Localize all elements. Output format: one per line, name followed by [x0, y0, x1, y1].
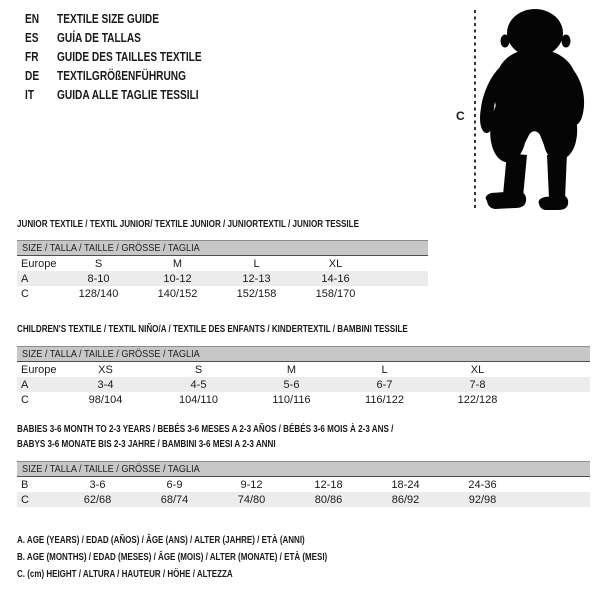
- toddler-silhouette: [455, 5, 600, 215]
- language-row: [25, 28, 242, 47]
- value-cell: 6-9: [166, 478, 183, 491]
- row-label-cell: A: [21, 378, 29, 391]
- children-table-title: [17, 322, 525, 337]
- table-title-text: JUNIOR TEXTILE / TEXTIL JUNIOR/ TEXTILE JUNIOR / JUNIORTEXTIL / JUNIOR TESSILE: [17, 218, 360, 230]
- value-cell: 62/68: [83, 493, 112, 506]
- value-cell: XS: [98, 363, 113, 376]
- children-size-table: [17, 346, 590, 407]
- language-code: EN: [25, 11, 40, 26]
- footnote: [17, 569, 405, 586]
- value-cell: 80/86: [314, 493, 343, 506]
- value-cell: L: [381, 363, 388, 376]
- value-cell: 74/80: [237, 493, 266, 506]
- value-cell: 122/128: [457, 393, 498, 406]
- value-cell: M: [286, 363, 297, 376]
- junior-size-table: [17, 240, 428, 301]
- value-cell: M: [172, 257, 183, 270]
- value-cell: 9-12: [240, 478, 263, 491]
- language-title: GUIDA ALLE TAGLIE TESSILI: [57, 87, 199, 102]
- table-row: [17, 271, 428, 286]
- value-cell: 116/122: [365, 393, 404, 406]
- table-row: [17, 362, 590, 377]
- language-title: GUIDE DES TAILLES TEXTILE: [57, 49, 202, 64]
- language-row: [25, 47, 242, 66]
- language-row: [25, 66, 242, 85]
- value-cell: 152/158: [236, 287, 277, 300]
- value-cell: XL: [470, 363, 485, 376]
- value-cell: 4-5: [190, 378, 207, 391]
- value-cell: 104/110: [179, 393, 218, 406]
- value-cell: XL: [328, 257, 343, 270]
- row-label-cell: B: [21, 478, 29, 491]
- language-title: GUÍA DE TALLAS: [57, 30, 141, 45]
- language-row: [25, 85, 242, 104]
- value-cell: 92/98: [468, 493, 497, 506]
- value-cell: 12-13: [242, 272, 271, 285]
- value-cell: 86/92: [391, 493, 420, 506]
- value-cell: 140/152: [157, 287, 198, 300]
- footnote-text: B. AGE (MONTHS) / EDAD (MESES) / ÂGE (MOIS) / ALTER (MONATE) / ETÀ (MESI): [17, 552, 328, 563]
- language-code: DE: [25, 68, 40, 83]
- table-row: [17, 286, 428, 301]
- language-title: TEXTILE SIZE GUIDE: [57, 11, 159, 26]
- language-title: TEXTILGRÖßENFÜHRUNG: [57, 68, 187, 83]
- row-label-cell: C: [21, 393, 29, 406]
- footnote: [17, 552, 405, 569]
- table-row: [17, 392, 590, 407]
- value-cell: 158/170: [315, 287, 356, 300]
- table-row: [17, 256, 428, 271]
- row-label-cell: Europe: [21, 363, 57, 376]
- size-header-bar: [17, 240, 428, 256]
- value-cell: 8-10: [87, 272, 110, 285]
- size-header-text: SIZE / TALLA / TAILLE / GRÖSSE / TAGLIA: [22, 463, 200, 475]
- table-row: [17, 492, 590, 507]
- value-cell: S: [94, 257, 103, 270]
- language-code: ES: [25, 30, 39, 45]
- table-title-text: CHILDREN'S TEXTILE / TEXTIL NIÑO/A / TEXTILE DES ENFANTS / KINDERTEXTIL / BAMBINI TESSILE: [17, 323, 408, 335]
- value-cell: 18-24: [391, 478, 420, 491]
- table-row: [17, 477, 590, 492]
- value-cell: 12-18: [314, 478, 343, 491]
- height-label: C: [456, 109, 465, 123]
- row-label-cell: C: [21, 493, 29, 506]
- value-cell: 14-16: [321, 272, 350, 285]
- value-cell: 5-6: [283, 378, 300, 391]
- value-cell: 3-4: [97, 378, 114, 391]
- language-code: IT: [25, 87, 35, 102]
- footnote-text: C. (cm) HEIGHT / ALTURA / HAUTEUR / HÖHE / ALTEZZA: [17, 569, 233, 580]
- value-cell: 110/116: [272, 393, 311, 406]
- table-title-text: BABYS 3-6 MONATE BIS 2-3 JAHRE / BAMBINI 3-6 MESI A 2-3 ANNI: [17, 438, 276, 450]
- size-header-bar: [17, 461, 590, 477]
- toddler-figure: [480, 9, 584, 210]
- value-cell: S: [194, 363, 203, 376]
- value-cell: 10-12: [163, 272, 192, 285]
- row-label-cell: Europe: [21, 257, 57, 270]
- value-cell: 24-36: [468, 478, 497, 491]
- babies-size-table: [17, 461, 590, 507]
- junior-table-title: [17, 217, 461, 232]
- value-cell: L: [253, 257, 260, 270]
- size-header-text: SIZE / TALLA / TAILLE / GRÖSSE / TAGLIA: [22, 242, 200, 254]
- value-cell: 3-6: [89, 478, 106, 491]
- value-cell: 7-8: [469, 378, 486, 391]
- value-cell: 6-7: [376, 378, 393, 391]
- table-row: [17, 377, 590, 392]
- footnotes: [17, 535, 405, 586]
- language-code: FR: [25, 49, 39, 64]
- language-list: [25, 9, 242, 104]
- babies-table-title: [17, 422, 506, 452]
- footnote: [17, 535, 405, 552]
- language-row: [25, 9, 242, 28]
- row-label-cell: A: [21, 272, 29, 285]
- value-cell: 68/74: [160, 493, 189, 506]
- footnote-text: A. AGE (YEARS) / EDAD (AÑOS) / ÂGE (ANS) / ALTER (JAHRE) / ETÀ (ANNI): [17, 535, 305, 546]
- value-cell: 128/140: [78, 287, 119, 300]
- row-label-cell: C: [21, 287, 29, 300]
- size-header-bar: [17, 346, 590, 362]
- table-title-text: BABIES 3-6 MONTH TO 2-3 YEARS / BEBÉS 3-6 MESES A 2-3 AÑOS / BÉBÉS 3-6 MOIS À 2-3 ANS /: [17, 423, 394, 435]
- value-cell: 98/104: [88, 393, 123, 406]
- size-header-text: SIZE / TALLA / TAILLE / GRÖSSE / TAGLIA: [22, 348, 200, 360]
